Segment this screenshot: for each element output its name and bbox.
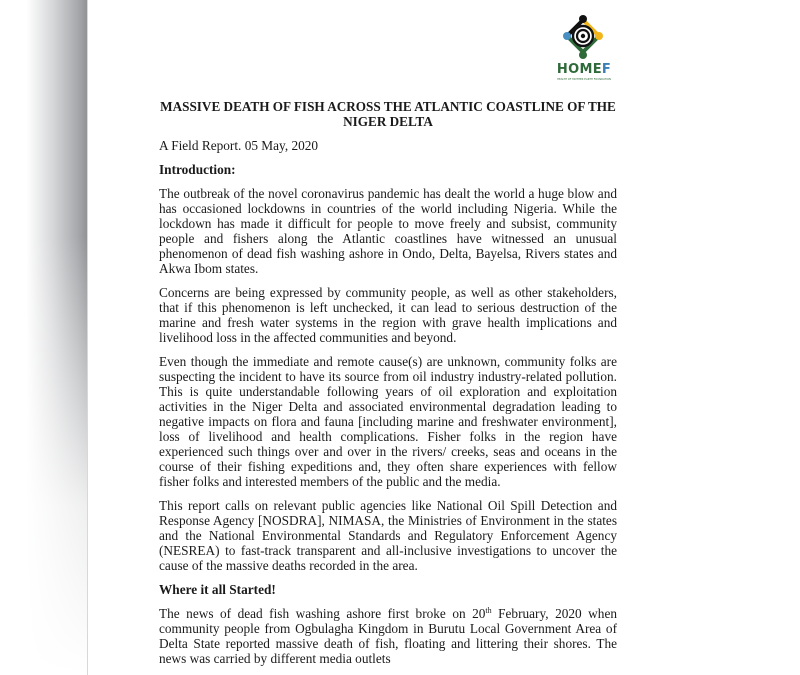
logo-subtitle: HEALTH OF MOTHER EARTH FOUNDATION xyxy=(557,78,611,81)
document-body xyxy=(159,99,617,675)
paragraph-text: The news of dead fish washing ashore first broke on 20 xyxy=(159,606,486,621)
document-title: MASSIVE DEATH OF FISH ACROSS THE ATLANTIC COASTLINE OF THE NIGER DELTA xyxy=(160,99,616,129)
paragraph: The outbreak of the novel coronavirus pandemic has dealt the world a huge blow and has occasioned lockdowns in countries of the world including Nigeria. While the lockdown has made it difficult for people to move freely and subsist, community people and fishers along the Atlantic coastlines have witnessed an unusual phenomenon of dead fish washing ashore in Ondo, Delta, Bayelsa, Rivers states and Akwa Ibom states. xyxy=(159,186,617,276)
paragraph xyxy=(159,606,617,666)
ordinal-superscript: th xyxy=(485,606,492,615)
homef-emblem-icon xyxy=(561,14,605,62)
section-heading-where-it-started: Where it all Started! xyxy=(159,582,276,597)
logo-wordmark-last: F xyxy=(601,62,612,77)
logo-wordmark xyxy=(553,63,615,77)
homef-logo xyxy=(553,14,615,86)
document-subtitle: A Field Report. 05 May, 2020 xyxy=(159,138,319,153)
page-curl-shadow xyxy=(0,0,88,675)
paragraph-text: February, 2020 when community people from Ogbulagha Kingdom in Burutu Local Government Area of Delta State reported massive death of fish, floating and littering their shores. The news was carried by different media outlets xyxy=(159,606,617,666)
logo-wordmark-main: HOME xyxy=(556,62,602,77)
paragraph: Even though the immediate and remote cause(s) are unknown, community folks are suspecting the incident to have its source from oil industry industry-related pollution. This is quite understandable following years of oil exploration and exploitation activities in the Niger Delta and associated environmental degradation leading to negative impacts on flora and fauna [including marine and freshwater environment], loss of livelihood and health complications. Fisher folks in the region have experienced such things over and over in the rivers/ creeks, seas and oceans in the course of their fishing expeditions and, they often share experiences with fellow fisher folks and interested members of the public and the media. xyxy=(159,354,617,489)
document-page xyxy=(87,0,800,675)
paragraph: Concerns are being expressed by community people, as well as other stakeholders, that if this phenomenon is left unchecked, it can lead to serious destruction of the marine and fresh water systems in the region with grave health implications and livelihood loss in the affected communities and beyond. xyxy=(159,285,617,345)
section-heading-introduction: Introduction: xyxy=(159,162,236,177)
paragraph: This report calls on relevant public agencies like National Oil Spill Detection and Response Agency [NOSDRA], NIMASA, the Ministries of Environment in the states and the National Environmental Standards and Regulatory Enforcement Agency (NESREA) to fast-track transparent and all-inclusive investigations to uncover the cause of the massive deaths recorded in the area. xyxy=(159,498,617,573)
